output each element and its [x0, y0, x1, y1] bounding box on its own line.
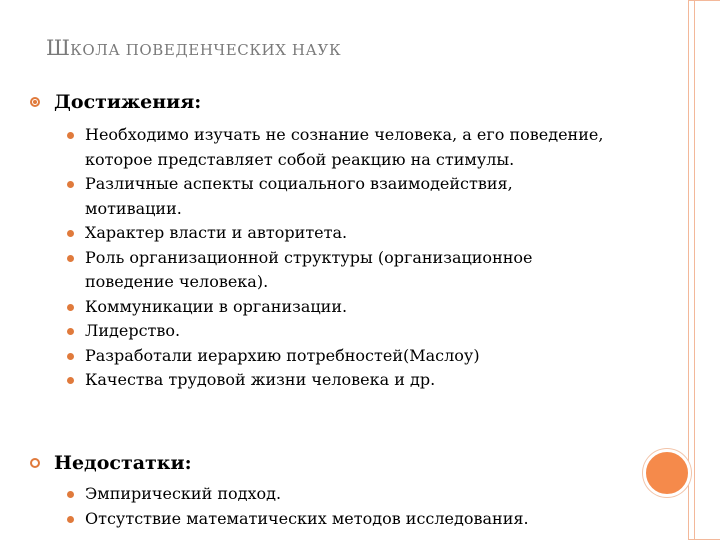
bullet-icon — [67, 377, 74, 384]
list-item — [30, 295, 670, 320]
drawbacks-heading-text: Недостатки: — [54, 452, 192, 474]
title-first-letter: Ш — [46, 36, 71, 60]
achievements-heading-text: Достижения: — [54, 91, 202, 113]
decorative-edge-line — [694, 0, 695, 540]
drawbacks-section — [30, 451, 670, 531]
list-item-text: Отсутствие математических методов исследования. — [85, 508, 529, 528]
list-item-text: Различные аспекты социального взаимодействия, мотивации. — [85, 174, 513, 218]
list-item — [30, 319, 670, 344]
section-bullet-icon — [30, 458, 40, 468]
decorative-edge-line — [688, 0, 720, 1]
list-item-text: Качества трудовой жизни человека и др. — [85, 370, 436, 389]
slide-title — [46, 36, 341, 60]
drawbacks-list — [30, 482, 670, 531]
list-item-text: Эмпирический подход. — [85, 484, 282, 503]
list-item — [30, 123, 670, 172]
list-item-text: Характер власти и авторитета. — [85, 223, 348, 242]
bullet-icon — [67, 328, 74, 335]
achievements-heading — [30, 90, 670, 114]
section-bullet-icon — [30, 97, 40, 107]
bullet-icon — [67, 132, 74, 139]
list-item-text: Лидерство. — [85, 321, 181, 340]
list-item-text: Коммуникации в организации. — [85, 296, 348, 316]
list-item — [30, 344, 670, 369]
list-item-text: Необходимо изучать не сознание человека, а его поведение, которое представляет собой реакцию на стимулы. — [85, 125, 604, 169]
bullet-icon — [67, 181, 74, 188]
decorative-edge-line — [688, 0, 689, 540]
achievements-list — [30, 123, 670, 393]
bullet-icon — [67, 353, 74, 360]
list-item — [30, 172, 670, 221]
list-item-text: Разработали иерархию потребностей(Маслоу) — [85, 345, 480, 365]
list-item-text: Роль организационной структуры (организационное поведение человека). — [85, 247, 533, 291]
bullet-icon — [67, 255, 74, 262]
list-item — [30, 368, 670, 393]
bullet-icon — [67, 516, 74, 523]
bullet-icon — [67, 230, 74, 237]
list-item — [30, 221, 670, 246]
list-item — [30, 482, 670, 507]
list-item — [30, 246, 670, 295]
bullet-icon — [67, 491, 74, 498]
achievements-section — [30, 90, 670, 393]
bullet-icon — [67, 304, 74, 311]
title-rest: КОЛА ПОВЕДЕНЧЕСКИХ НАУК — [70, 41, 342, 59]
list-item — [30, 507, 670, 532]
drawbacks-heading — [30, 451, 670, 475]
